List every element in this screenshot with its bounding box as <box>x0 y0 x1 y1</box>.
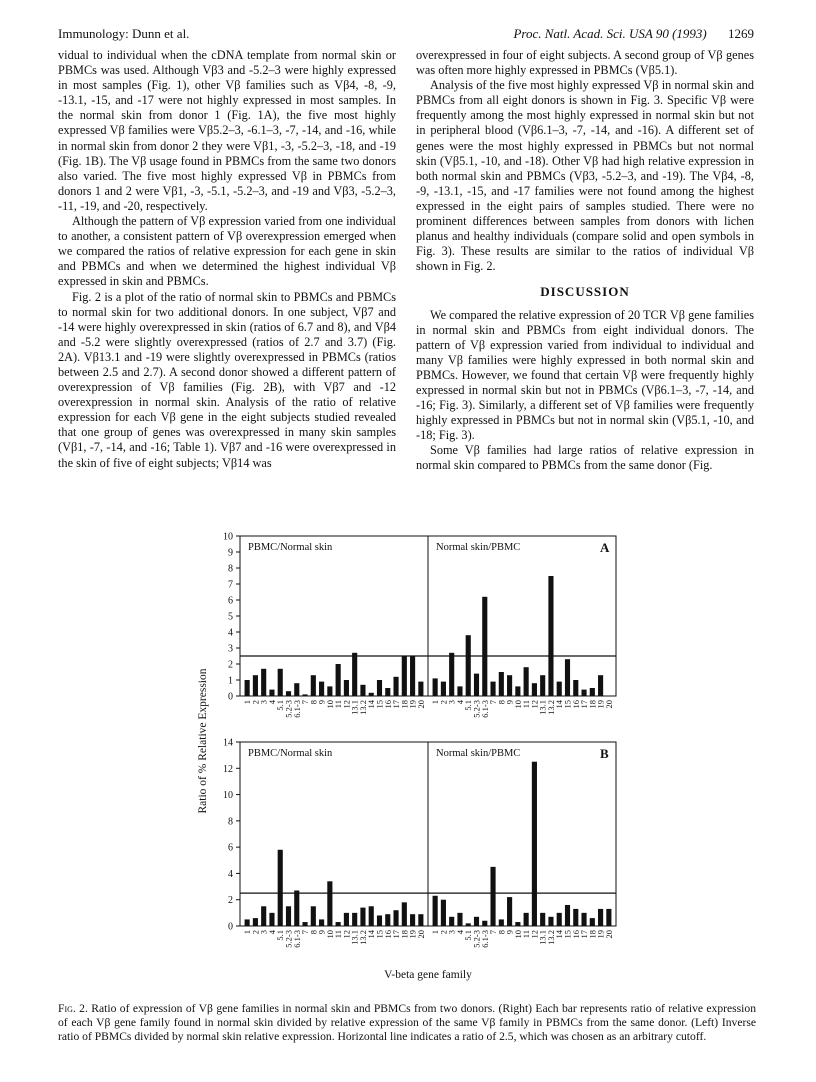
running-header <box>58 26 754 44</box>
paragraph: Fig. 2 is a plot of the ratio of normal skin to PBMCs and PBMCs to normal skin for two additional donors. In one subject, Vβ7 and -14 were highly overexpressed in skin (ratios of 6.7 and 8), and Vβ4 and -5.2 were slightly overexpressed (ratios of 2.7 and 3.7) (Fig. 2A). Vβ13.1 and -19 were slightly overexpressed in PBMCs (ratios between 2.5 and 2.7). A second donor showed a different pattern of overexpression of Vβ families (Fig. 2B), with Vβ7 and -12 overexpression in normal skin. Analysis of the ratio of relative expression for each Vβ gene in the eight subjects studied revealed that one group of genes was overexpressed in many skin samples (Vβ1, -7, -14, and -16; Table 1). Vβ7 and -16 were overexpressed in the skin of five of eight subjects; Vβ14 was <box>58 289 396 470</box>
bar-12 <box>532 762 537 926</box>
y-tick-label: 14 <box>223 737 233 749</box>
bar-5.2-3 <box>474 917 479 926</box>
bar-9 <box>319 682 324 696</box>
bar-8 <box>499 672 504 696</box>
x-tick-label: 19 <box>407 700 418 709</box>
x-tick-label: 2 <box>438 700 449 705</box>
bar-6.1-3 <box>482 921 487 926</box>
x-tick-label: 5.2-3 <box>471 930 482 948</box>
right-column <box>416 48 754 474</box>
bar-3 <box>261 669 266 696</box>
x-tick-label: 5.1 <box>463 930 474 941</box>
x-tick-label: 9 <box>504 930 515 935</box>
bar-11 <box>336 664 341 696</box>
panel-label: B <box>600 746 609 761</box>
y-tick-label: 3 <box>228 643 233 655</box>
bar-15 <box>565 659 570 696</box>
paragraph: We compared the relative expression of 20 TCR Vβ gene families in normal skin and PBMCs from eight individual donors. The pattern of Vβ expression varied from individual to individual and many Vβ families were highly expressed in both normal skin and PBMCs. However, we found that certain Vβ were frequently highly expressed in normal skin but not in PBMCs (Vβ6.1–3, -7, -14, and -16; Fig. 3). Similarly, a different set of Vβ families were frequently highly expressed in PBMCs but not in normal skin (Vβ5.1, -10, and -18; Fig. 3). <box>416 307 754 443</box>
header-right <box>513 26 754 42</box>
bar-1 <box>433 678 438 696</box>
x-tick-label: 1 <box>242 930 253 935</box>
x-tick-label: 10 <box>324 930 335 939</box>
x-tick-label: 8 <box>308 700 319 705</box>
bar-9 <box>507 675 512 696</box>
header-journal: Proc. Natl. Acad. Sci. USA 90 (1993) <box>513 26 707 41</box>
x-tick-label: 7 <box>300 700 311 705</box>
x-tick-label: 5.2-3 <box>283 930 294 948</box>
x-tick-label: 16 <box>382 930 393 939</box>
panel-frame <box>240 742 428 926</box>
bar-14 <box>369 906 374 926</box>
x-tick-label: 20 <box>415 700 426 709</box>
x-tick-label: 12 <box>341 700 352 709</box>
bar-17 <box>393 910 398 926</box>
bar-4 <box>457 913 462 926</box>
bar-13.2 <box>548 576 553 696</box>
bar-3 <box>449 653 454 696</box>
bar-10 <box>327 686 332 696</box>
bar-16 <box>573 680 578 696</box>
bar-18 <box>402 902 407 926</box>
x-tick-label: 20 <box>603 700 614 709</box>
bar-9 <box>507 897 512 926</box>
x-tick-label: 14 <box>554 930 565 939</box>
y-tick-label: 0 <box>228 921 233 933</box>
bar-8 <box>499 919 504 926</box>
figure-2 <box>188 526 628 996</box>
bar-6.1-3 <box>294 683 299 696</box>
x-tick-label: 18 <box>399 930 410 939</box>
bar-16 <box>573 909 578 926</box>
bar-20 <box>606 909 611 926</box>
panel-frame <box>428 742 616 926</box>
bar-19 <box>598 675 603 696</box>
paragraph: Although the pattern of Vβ expression varied from one individual to another, a consistent pattern of Vβ overexpression emerged when we compared the ratios of relative expression for each gene in skin and PBMCs and when we determined the highest individual Vβ expressed in skin and PBMCs. <box>58 214 396 289</box>
x-tick-label: 6.1-3 <box>479 700 490 718</box>
panel-frame <box>428 536 616 696</box>
bar-13.1 <box>352 653 357 696</box>
x-tick-label: 19 <box>595 930 606 939</box>
x-tick-label: 8 <box>496 930 507 935</box>
x-tick-label: 1 <box>430 930 441 935</box>
bar-1 <box>433 896 438 926</box>
bar-5.2-3 <box>474 674 479 696</box>
y-tick-label: 10 <box>223 531 233 543</box>
bar-13.2 <box>360 685 365 696</box>
bar-5.1 <box>278 850 283 926</box>
bar-6.1-3 <box>482 597 487 696</box>
x-tick-label: 17 <box>579 700 590 709</box>
x-tick-label: 13.2 <box>357 700 368 715</box>
x-tick-label: 13.2 <box>545 700 556 715</box>
x-tick-label: 17 <box>391 700 402 709</box>
y-tick-label: 2 <box>228 895 233 907</box>
header-authors: Immunology: Dunn et al. <box>58 26 190 41</box>
y-tick-label: 2 <box>228 659 233 671</box>
x-tick-label: 5.2-3 <box>283 700 294 718</box>
y-tick-label: 9 <box>228 547 233 559</box>
x-tick-label: 16 <box>570 930 581 939</box>
bar-15 <box>377 680 382 696</box>
x-tick-label: 3 <box>446 700 457 705</box>
x-tick-label: 18 <box>399 700 410 709</box>
bar-17 <box>581 913 586 926</box>
x-tick-label: 13.1 <box>349 700 360 715</box>
x-tick-label: 13.2 <box>545 930 556 945</box>
y-axis-label: Ratio of % Relative Expression <box>197 668 209 814</box>
x-tick-label: 12 <box>529 700 540 709</box>
bar-4 <box>269 913 274 926</box>
x-tick-label: 4 <box>454 700 465 705</box>
panel-title: PBMC/Normal skin <box>248 542 333 553</box>
x-tick-label: 13.1 <box>537 930 548 945</box>
bar-1 <box>245 919 250 926</box>
bar-12 <box>344 680 349 696</box>
x-tick-label: 11 <box>521 700 532 709</box>
y-tick-label: 0 <box>228 691 233 703</box>
bar-19 <box>410 914 415 926</box>
bar-6.1-3 <box>294 891 299 926</box>
bar-10 <box>515 922 520 926</box>
bar-5.1 <box>278 669 283 696</box>
bar-5.1 <box>466 635 471 696</box>
bar-7 <box>302 922 307 926</box>
x-tick-label: 17 <box>579 930 590 939</box>
x-tick-label: 5.1 <box>275 930 286 941</box>
panel-title: Normal skin/PBMC <box>436 748 521 759</box>
x-tick-label: 3 <box>258 700 269 705</box>
x-tick-label: 5.2-3 <box>471 700 482 718</box>
x-tick-label: 10 <box>512 930 523 939</box>
x-tick-label: 2 <box>438 930 449 935</box>
panel-label: A <box>600 540 610 555</box>
x-tick-label: 6.1-3 <box>291 930 302 948</box>
x-tick-label: 7 <box>488 700 499 705</box>
x-tick-label: 13.1 <box>349 930 360 945</box>
x-tick-label: 15 <box>374 930 385 939</box>
figure-caption <box>58 1002 756 1044</box>
x-tick-label: 1 <box>430 700 441 705</box>
x-tick-label: 4 <box>266 930 277 935</box>
x-tick-label: 3 <box>446 930 457 935</box>
bar-2 <box>441 900 446 926</box>
x-tick-label: 15 <box>562 930 573 939</box>
x-tick-label: 16 <box>382 700 393 709</box>
x-tick-label: 10 <box>512 700 523 709</box>
bar-17 <box>393 677 398 696</box>
x-tick-label: 5.1 <box>275 700 286 711</box>
page-number: 1269 <box>728 26 754 41</box>
bar-14 <box>557 913 562 926</box>
bar-10 <box>515 686 520 696</box>
x-tick-label: 8 <box>496 700 507 705</box>
x-tick-label: 6.1-3 <box>291 700 302 718</box>
x-tick-label: 10 <box>324 700 335 709</box>
y-tick-label: 6 <box>228 595 233 607</box>
x-tick-label: 4 <box>266 700 277 705</box>
x-tick-label: 9 <box>504 700 515 705</box>
x-tick-label: 11 <box>333 700 344 709</box>
x-tick-label: 6.1-3 <box>479 930 490 948</box>
y-tick-label: 5 <box>228 611 233 623</box>
bar-15 <box>565 905 570 926</box>
x-tick-label: 4 <box>454 930 465 935</box>
bar-13.2 <box>360 908 365 926</box>
bar-19 <box>598 909 603 926</box>
bar-14 <box>369 693 374 696</box>
bar-4 <box>269 690 274 696</box>
panel-frame <box>240 536 428 696</box>
y-tick-label: 8 <box>228 563 233 575</box>
bar-10 <box>327 881 332 926</box>
x-tick-label: 11 <box>333 930 344 939</box>
bar-19 <box>410 656 415 696</box>
bar-18 <box>402 656 407 696</box>
x-tick-label: 19 <box>595 700 606 709</box>
bar-2 <box>441 682 446 696</box>
bar-9 <box>319 919 324 926</box>
bar-4 <box>457 686 462 696</box>
y-tick-label: 12 <box>223 763 233 775</box>
x-tick-label: 19 <box>407 930 418 939</box>
figure-2-chart <box>188 526 628 996</box>
bar-20 <box>418 914 423 926</box>
x-tick-label: 20 <box>603 930 614 939</box>
x-tick-label: 9 <box>316 930 327 935</box>
caption-label: Fig. 2. <box>58 1002 88 1015</box>
y-tick-label: 6 <box>228 842 233 854</box>
x-tick-label: 3 <box>258 930 269 935</box>
x-tick-label: 20 <box>415 930 426 939</box>
bar-7 <box>302 694 307 696</box>
bar-15 <box>377 915 382 926</box>
bar-7 <box>490 867 495 926</box>
bar-16 <box>385 688 390 696</box>
paragraph: vidual to individual when the cDNA template from normal skin or PBMCs was used. Although Vβ3 and -5.2–3 were highly expressed in most samples (Fig. 1), other Vβ families such as Vβ4, -8, -9, -13.1, -15, and -17 were not highly expressed in most samples. In the normal skin from donor 1 (Fig. 1A), the five most highly expressed Vβ families were Vβ5.2–3, -6.1–3, -7, -14, and -16, while in normal skin from donor 2 they were Vβ1, -3, -5.2–3, -18, and -19 (Fig. 1B). The Vβ usage found in PBMCs from the same two donors also varied. The five most highly expressed Vβ in PBMCs from donors 1 and 2 were Vβ1, -3, -5.1, -5.2–3, and -19 and Vβ3, -5.2–3, -11, -19, and -20, respectively. <box>58 48 396 213</box>
bar-12 <box>532 683 537 696</box>
y-tick-label: 4 <box>228 868 233 880</box>
bar-16 <box>385 914 390 926</box>
y-tick-label: 4 <box>228 627 233 639</box>
bar-11 <box>524 913 529 926</box>
bar-3 <box>449 917 454 926</box>
bar-2 <box>253 918 258 926</box>
x-tick-label: 18 <box>587 930 598 939</box>
x-tick-label: 12 <box>341 930 352 939</box>
x-tick-label: 14 <box>366 700 377 709</box>
x-tick-label: 17 <box>391 930 402 939</box>
bar-13.1 <box>352 913 357 926</box>
bar-8 <box>311 906 316 926</box>
bar-2 <box>253 675 258 696</box>
x-tick-label: 7 <box>300 930 311 935</box>
bar-12 <box>344 913 349 926</box>
bar-7 <box>490 682 495 696</box>
x-tick-label: 2 <box>250 700 261 705</box>
x-tick-label: 13.1 <box>537 700 548 715</box>
x-tick-label: 14 <box>366 930 377 939</box>
x-axis-label: V-beta gene family <box>384 969 472 981</box>
y-tick-label: 10 <box>223 790 233 802</box>
x-tick-label: 18 <box>587 700 598 709</box>
bar-13.2 <box>548 917 553 926</box>
bar-5.2-3 <box>286 906 291 926</box>
x-tick-label: 15 <box>562 700 573 709</box>
bar-20 <box>418 682 423 696</box>
x-tick-label: 5.1 <box>463 700 474 711</box>
bar-11 <box>336 922 341 926</box>
x-tick-label: 14 <box>554 700 565 709</box>
bar-5.2-3 <box>286 691 291 696</box>
paragraph: Analysis of the five most highly expressed Vβ in normal skin and PBMCs from all eight donors is shown in Fig. 3. Specific Vβ were frequently among the most highly expressed in normal skin but not in peripheral blood (Vβ6.1–3, -7, -14, and -16). A different set of genes were the most highly expressed in PBMCs but not normal skin (Vβ5.1, -10, and -18). Other Vβ had high relative expression in both normal skin and PBMCs (Vβ3, -5.2–3, and -19). The Vβ4, -8, -9, -13.1, -15, and -17 families were not found among the highest expressed in the eight pairs of samples studied. There were no prominent differences between samples from donors with lichen planus and healthy individuals (compare solid and open symbols in Fig. 3). These results are similar to the ratios of individual Vβ shown in Fig. 2. <box>416 78 754 274</box>
caption-text: Ratio of expression of Vβ gene families in normal skin and PBMCs from two donors. (Right) Each bar represents ratio of relative expression of each Vβ gene family found in normal skin divided by relative expression of the same Vβ family in PBMCs from the same donor. (Left) Inverse ratio of PBMCs divided by normal skin relative expression. Horizontal line indicates a ratio of 2.5, which was chosen as an arbitrary cutoff. <box>58 1002 756 1043</box>
x-tick-label: 13.2 <box>357 930 368 945</box>
left-column <box>58 48 396 471</box>
bar-3 <box>261 906 266 926</box>
y-tick-label: 1 <box>228 675 233 687</box>
bar-1 <box>245 680 250 696</box>
x-tick-label: 8 <box>308 930 319 935</box>
x-tick-label: 2 <box>250 930 261 935</box>
x-tick-label: 15 <box>374 700 385 709</box>
x-tick-label: 9 <box>316 700 327 705</box>
bar-18 <box>590 918 595 926</box>
x-tick-label: 12 <box>529 930 540 939</box>
bar-17 <box>581 690 586 696</box>
bar-14 <box>557 682 562 696</box>
section-heading: DISCUSSION <box>540 284 630 300</box>
paragraph: overexpressed in four of eight subjects. A second group of Vβ genes was often more highly expressed in PBMCs (Vβ5.1). <box>416 48 754 78</box>
x-tick-label: 7 <box>488 930 499 935</box>
y-tick-label: 7 <box>228 579 233 591</box>
x-tick-label: 16 <box>570 700 581 709</box>
bar-8 <box>311 675 316 696</box>
bar-18 <box>590 688 595 696</box>
bar-13.1 <box>540 675 545 696</box>
bar-11 <box>524 667 529 696</box>
y-tick-label: 8 <box>228 816 233 828</box>
panel-title: PBMC/Normal skin <box>248 748 333 759</box>
x-tick-label: 1 <box>242 700 253 705</box>
panel-title: Normal skin/PBMC <box>436 542 521 553</box>
paragraph: Some Vβ families had large ratios of relative expression in normal skin compared to PBMCs from the same donor (Fig. <box>416 443 754 473</box>
x-tick-label: 11 <box>521 930 532 939</box>
bar-5.1 <box>466 923 471 926</box>
bar-13.1 <box>540 913 545 926</box>
